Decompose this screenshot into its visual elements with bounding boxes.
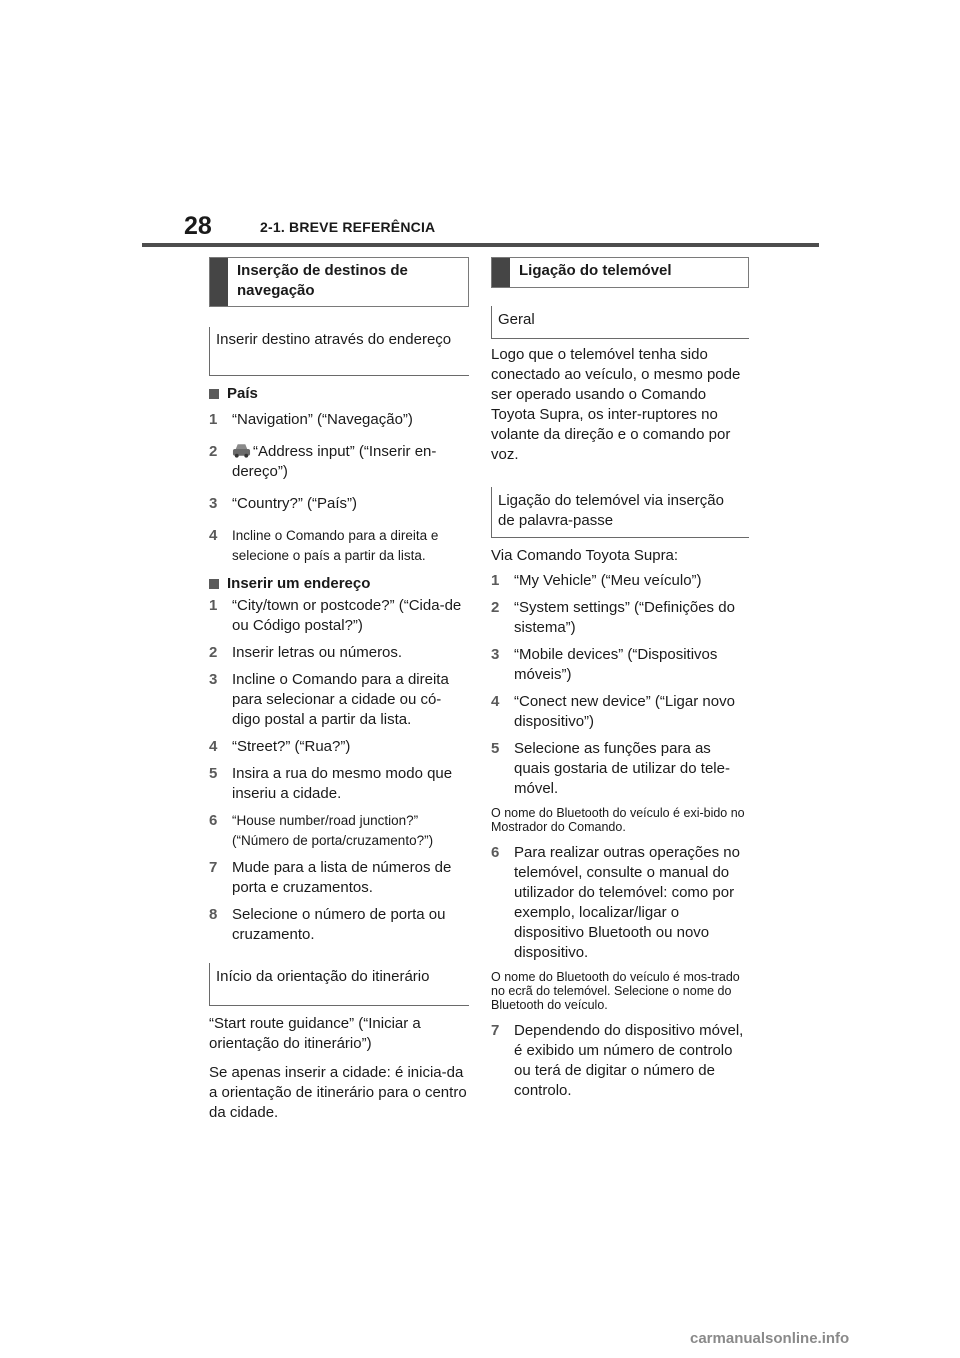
block-title-address — [209, 574, 469, 594]
step-item — [491, 1021, 749, 1101]
step-text: Para realizar outras operações no telemóvel, consulte o manual do utilizador do telemóvel: como por exemplo, localizar/ligar o dispositivo Bluetooth ou novo dispositivo. — [514, 844, 740, 961]
step-number: 1 — [491, 572, 500, 589]
square-bullet-icon — [209, 579, 219, 589]
step-number: 5 — [209, 765, 218, 782]
note: O nome do Bluetooth do veículo é exi-bido no Mostrador do Comando. — [491, 806, 745, 834]
step-text: Selecione as funções para as quais gostaria de utilizar do tele-móvel. — [514, 740, 730, 797]
square-bullet-icon — [209, 389, 219, 399]
step-text: Dependendo do dispositivo móvel, é exibido um número de controlo ou terá de digitar o número de controlo. — [514, 1022, 744, 1099]
block-title-country — [209, 384, 469, 404]
step-item — [491, 645, 749, 685]
paragraph: Logo que o telemóvel tenha sido conectado ao veículo, o mesmo pode ser operado usando o Comando Toyota Supra, os inter-ruptores no volante da direção e o comando por voz. — [491, 346, 741, 463]
step-item — [209, 764, 469, 804]
step-text: “My Vehicle” (“Meu veículo”) — [514, 572, 702, 589]
subheading-text: Geral — [498, 311, 535, 328]
car-icon — [232, 442, 251, 458]
step-number: 2 — [209, 644, 218, 661]
step-number: 2 — [491, 599, 500, 616]
step-item — [491, 692, 749, 732]
step-number: 5 — [491, 740, 500, 757]
step-number: 4 — [209, 738, 218, 755]
step-text-with-icon — [232, 442, 469, 482]
step-item — [491, 739, 749, 799]
step-number: 6 — [209, 812, 218, 829]
step-item — [209, 811, 469, 851]
step-number: 1 — [209, 411, 218, 428]
step-item — [209, 737, 469, 757]
step-item — [209, 526, 469, 566]
step-text: “Navigation” (“Navegação”) — [232, 411, 413, 428]
section-title: Inserção de destinos de navegação — [237, 262, 408, 299]
left-column — [209, 257, 469, 1132]
step-text: Inserir letras ou números. — [232, 644, 403, 661]
right-column — [491, 257, 749, 1108]
step-text: “Mobile devices” (“Dispositivos móveis”) — [514, 646, 718, 683]
section-bar — [492, 258, 510, 287]
subheading-password — [491, 487, 749, 538]
block-title-text: País — [227, 385, 258, 402]
step-text: Selecione o número de porta ou cruzamento. — [232, 906, 446, 943]
step-text: Incline o Comando para a direita e selecione o país a partir da lista. — [232, 528, 439, 563]
paragraph: “Start route guidance” (“Iniciar a orientação do itinerário”) — [209, 1015, 421, 1052]
step-number: 3 — [491, 646, 500, 663]
step-item — [209, 643, 469, 663]
step-item — [491, 843, 749, 963]
paragraph: Se apenas inserir a cidade: é inicia-da a orientação de itinerário para o centro da cidade. — [209, 1064, 467, 1121]
step-text: “System settings” (“Definições do sistema”) — [514, 599, 735, 636]
subheading-text: Início da orientação do itinerário — [216, 968, 430, 985]
subheading-address — [209, 327, 469, 376]
step-number: 3 — [209, 671, 218, 688]
step-number: 8 — [209, 906, 218, 923]
step-number: 3 — [209, 495, 218, 512]
section-header-phone — [491, 257, 749, 288]
step-item — [209, 494, 469, 514]
step-text: “Address input” (“Inserir en-dereço”) — [232, 443, 437, 480]
step-item — [209, 858, 469, 898]
subheading-route — [209, 963, 469, 1006]
step-text: “Conect new device” (“Ligar novo dispositivo”) — [514, 693, 735, 730]
subheading-text: Inserir destino através do endereço — [216, 331, 452, 348]
step-number: 4 — [209, 527, 218, 544]
section-header-navigation — [209, 257, 469, 307]
step-number: 4 — [491, 693, 500, 710]
page-number: 28 — [184, 212, 212, 240]
step-item — [491, 598, 749, 638]
step-text: “Street?” (“Rua?”) — [232, 738, 351, 755]
step-number: 1 — [209, 597, 218, 614]
paragraph: Via Comando Toyota Supra: — [491, 547, 679, 564]
header-rule — [142, 243, 819, 247]
step-text: “Country?” (“País”) — [232, 495, 358, 512]
subheading-text: Ligação do telemóvel via inserção de palavra-passe — [498, 492, 724, 529]
step-number: 7 — [209, 859, 218, 876]
step-number: 2 — [209, 443, 218, 460]
block-title-text: Inserir um endereço — [227, 575, 371, 592]
step-text: “House number/road junction?” (“Número de porta/cruzamento?”) — [232, 813, 434, 848]
subheading-general — [491, 306, 749, 339]
step-item — [209, 410, 469, 430]
step-item — [209, 442, 469, 482]
step-text: Incline o Comando para a direita para selecionar a cidade ou có-digo postal a partir da lista. — [232, 671, 449, 728]
note: O nome do Bluetooth do veículo é mos-trado no ecrã do telemóvel. Selecione o nome do Bluetooth do veículo. — [491, 970, 740, 1012]
section-bar — [210, 258, 228, 306]
step-text: “City/town or postcode?” (“Cida-de ou Código postal?”) — [232, 597, 462, 634]
step-item — [491, 571, 749, 591]
chapter-title: 2-1. BREVE REFERÊNCIA — [260, 219, 436, 235]
section-title: Ligação do telemóvel — [519, 262, 672, 279]
step-item — [209, 670, 469, 730]
step-item — [209, 596, 469, 636]
step-number: 7 — [491, 1022, 500, 1039]
step-number: 6 — [491, 844, 500, 861]
step-text: Insira a rua do mesmo modo que inseriu a cidade. — [232, 765, 453, 802]
step-item — [209, 905, 469, 945]
watermark: carmanualsonline.info — [690, 1330, 850, 1347]
step-text: Mude para a lista de números de porta e cruzamentos. — [232, 859, 452, 896]
